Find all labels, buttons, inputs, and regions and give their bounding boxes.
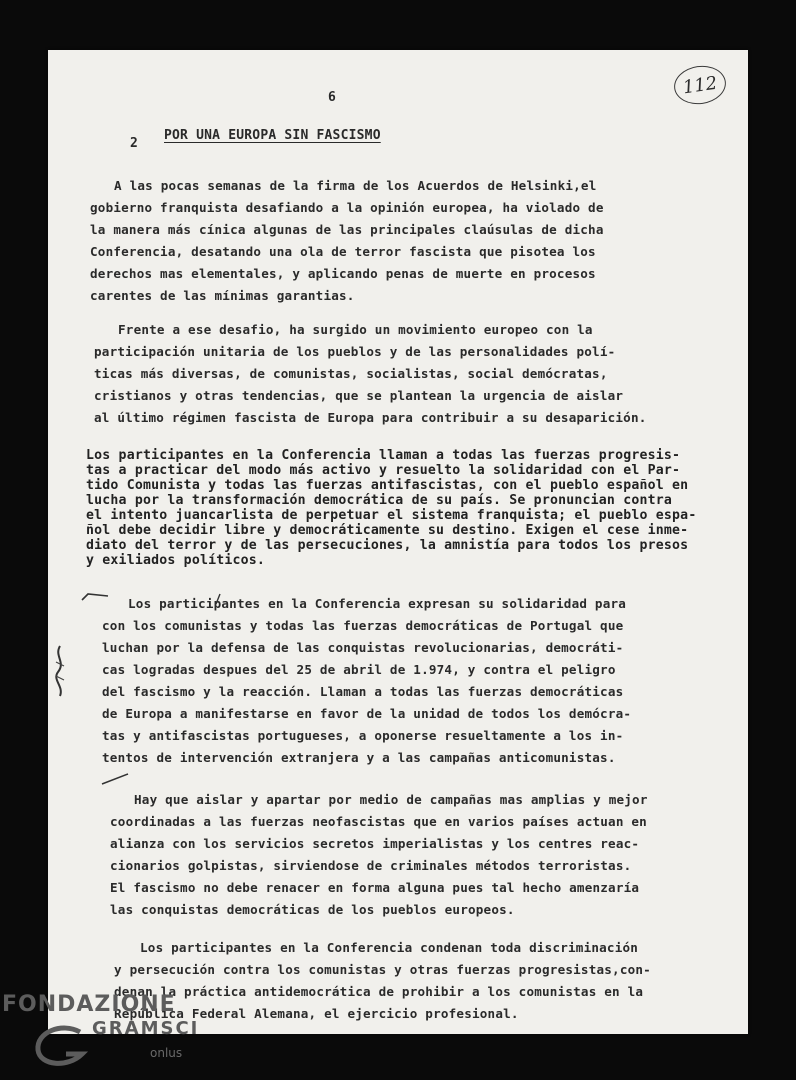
page-number: 6 [328, 90, 337, 105]
paragraph-line: A las pocas semanas de la firma de los Acuerdos de Helsinki,el [114, 178, 597, 193]
paragraph-line: coordinadas a las fuerzas neofascistas que en varios países actuan en [110, 814, 647, 829]
fondazione-gramsci-watermark [2, 992, 202, 1072]
paragraph-line: tas y antifascistas portugueses, a oponerse resueltamente a los in- [102, 728, 624, 743]
paragraph-line: ñol debe decidir libre y democráticamente su destino. Exigen el cese inme- [86, 523, 689, 538]
paragraph-line: Frente a ese desafio, ha surgido un movimiento europeo con la [118, 322, 593, 337]
paragraph-line: el intento juancarlista de perpetuar el sistema franquista; el pueblo espa- [86, 508, 697, 523]
archive-page-mark: 112 [672, 63, 729, 108]
paragraph-line: las conquistas democráticas de los pueblos europeos. [110, 902, 515, 917]
paragraph-line: derechos mas elementales, y aplicando penas de muerte en procesos [90, 266, 596, 281]
paragraph-line: de Europa a manifestarse en favor de la unidad de todos los demócra- [102, 706, 632, 721]
paragraph-line: con los comunistas y todas las fuerzas democráticas de Portugal que [102, 618, 624, 633]
section-title: POR UNA EUROPA SIN FASCISMO [164, 128, 381, 143]
gramsci-logo-icon [32, 1022, 92, 1068]
section-number: 2 [130, 136, 139, 151]
paragraph-line: del fascismo y la reacción. Llaman a todas las fuerzas democráticas [102, 684, 624, 699]
paragraph-line: carentes de las mínimas garantias. [90, 288, 355, 303]
paragraph-line: denan la práctica antidemocrática de prohibir a los comunistas en la [114, 984, 644, 999]
paragraph-line: al último régimen fascista de Europa para contribuir a su desaparición. [94, 410, 647, 425]
watermark-onlus: onlus [150, 1046, 183, 1060]
paragraph-line: alianza con los servicios secretos imperialistas y los centres reac- [110, 836, 640, 851]
paragraph-line: y exiliados políticos. [86, 553, 266, 568]
paragraph-line: Conferencia, desatando una ola de terror fascista que pisotea los [90, 244, 596, 259]
paragraph-line: Los participantes en la Conferencia condenan toda discriminación [140, 940, 639, 955]
paragraph-line: lucha por la transformación democrática de su país. Se pronuncian contra [86, 493, 673, 508]
paragraph-line: cionarios golpistas, sirviendose de criminales métodos terroristas. [110, 858, 632, 873]
paragraph-line: y persecución contra los comunistas y otras fuerzas progresistas,con- [114, 962, 651, 977]
paragraph-line: ticas más diversas, de comunistas, socialistas, social demócratas, [94, 366, 608, 381]
paragraph-line: la manera más cínica algunas de las principales claúsulas de dicha [90, 222, 604, 237]
paragraph-line: diato del terror y de las persecuciones, la amnistía para todos los presos [86, 538, 689, 553]
paragraph-line: Los participantes en la Conferencia expresan su solidaridad para [128, 596, 627, 611]
paragraph-line: Los participantes en la Conferencia llaman a todas las fuerzas progresis- [86, 448, 681, 463]
document-page [48, 50, 748, 1034]
watermark-gramsci: GRAMSCI [92, 1018, 200, 1039]
margin-tick-mark [98, 766, 138, 788]
paragraph-line: tido Comunista y todas las fuerzas antifascistas, con el pueblo español en [86, 478, 689, 493]
paragraph-line: luchan por la defensa de las conquistas revolucionarias, democráti- [102, 640, 624, 655]
paragraph-line: cas logradas despues del 25 de abril de 1.974, y contra el peligro [102, 662, 616, 677]
paragraph-line: Hay que aislar y apartar por medio de campañas mas amplias y mejor [134, 792, 648, 807]
paragraph-line: tentos de intervención extranjera y a las campañas anticomunistas. [102, 750, 616, 765]
paragraph-line: tas a practicar del modo más activo y resuelto la solidaridad con el Par- [86, 463, 681, 478]
paragraph-line: El fascismo no debe renacer en forma alguna pues tal hecho amenzaría [110, 880, 640, 895]
paragraph-line: gobierno franquista desafiando a la opinión europea, ha violado de [90, 200, 604, 215]
paragraph-line: participación unitaria de los pueblos y de las personalidades polí- [94, 344, 616, 359]
watermark-fondazione: FONDAZIONE [2, 992, 176, 1017]
margin-scribble-mark [50, 642, 72, 700]
paragraph-line: República Federal Alemana, el ejercicio profesional. [114, 1006, 519, 1021]
paragraph-line: cristianos y otras tendencias, que se plantean la urgencia de aislar [94, 388, 624, 403]
